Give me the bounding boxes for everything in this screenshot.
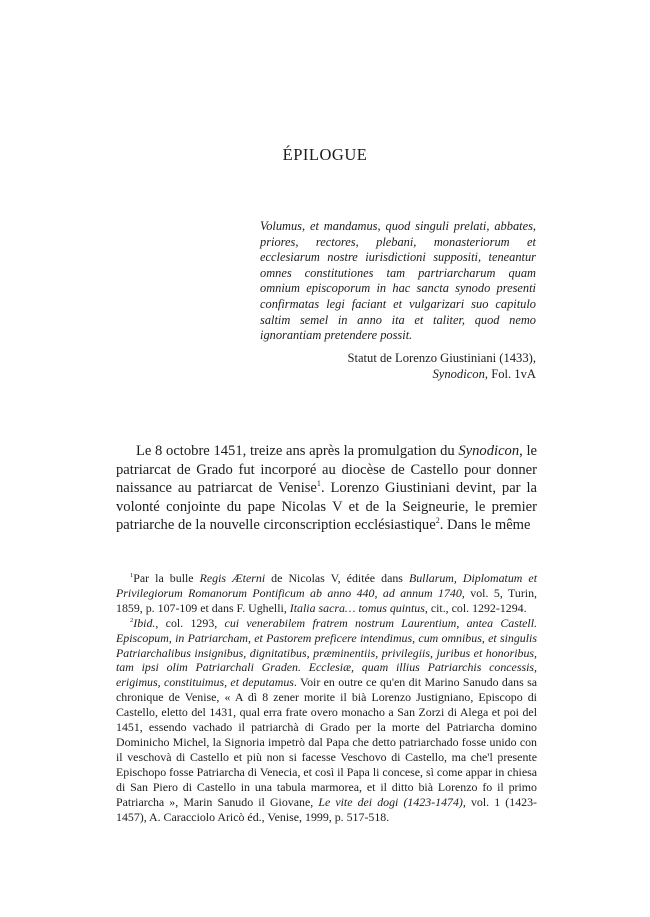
- body-paragraph: [116, 442, 537, 535]
- attribution-source-line: [260, 366, 536, 382]
- footnote-text: , cit., col. 1292-1294.: [424, 600, 527, 615]
- footnote-italic: Le vite dei dogi (1423-1474): [318, 794, 463, 809]
- attribution-folio: , Fol. 1vA: [484, 367, 536, 381]
- body-text-run: Le 8 octobre 1451, treize ans après la promulgation du: [136, 443, 459, 459]
- footnote-text: , vol. 1 (1423-1457), A. Caracciolo Aricò éd., Venise, 1999, p. 517-518.: [116, 794, 537, 824]
- body-text-run: . Dans le même: [439, 517, 531, 534]
- footnote-italic: Ibid.: [133, 615, 156, 630]
- epigraph-quote: Volumus, et mandamus, quod singuli prelati, abbates, priores, rectores, plebani, monasteriorum et ecclesiarum nostre iurisdictioni suppositi, teneantur omnes constitutiones tam partriarcharum quam omnium episcoporum in hac sancta synodo presenti confirmatas legi faciant et vulgarizari suo capitulo saltim semel in anno ita et taliter, quod nemo ignorantiam pretendere possit.: [260, 219, 536, 343]
- footnotes: [116, 571, 537, 824]
- footnote-ref-1[interactable]: 1: [316, 479, 321, 489]
- page-title: ÉPILOGUE: [282, 145, 368, 164]
- epigraph-attribution: [260, 350, 536, 382]
- attribution-author: Statut de Lorenzo Giustiniani (1433),: [347, 351, 536, 365]
- footnote-italic: Bullarum, Diplomatum et Privilegiorum Romanorum Pontificum ab anno 440, ad annum 1740: [116, 571, 537, 600]
- synodicon-title: Synodicon: [458, 443, 520, 459]
- footnote-text: , vol. 5, Turin, 1859, p. 107-109 et dans F. Ughelli,: [116, 585, 538, 615]
- body-text-run: , le patriarcat de Grado fut incorporé au diocèse de Castello pour donner naissance au patriarcat de Venise: [116, 443, 537, 497]
- footnote-1: [116, 571, 537, 616]
- footnote-number: 2: [130, 616, 134, 624]
- footnote-2: [116, 616, 537, 825]
- footnote-text: de Nicolas V, éditée dans: [265, 571, 409, 585]
- footnote-italic: Regis Æterni: [199, 571, 266, 585]
- body-text: [116, 442, 537, 535]
- footnote-text: Par la bulle: [133, 571, 200, 585]
- attribution-source-title: Synodicon: [432, 367, 485, 381]
- footnote-italic: cui venerabilem fratrem nostrum Laurentium, antea Castell. Episcopum, in Patriarcham, et Pastorem preficere intendimus, cum omnibus, et singulis Patriarchalibus insignibus, dignitatibus, præminentiis, privilegiis, juribus et honoribus, tam ipsi olim Patriarchali Graden. Ecclesiæ, quam illius Patriarchis concessis, erigimus, constituimus, et deputamus: [116, 615, 537, 690]
- footnote-ref-2[interactable]: 2: [435, 516, 440, 526]
- footnote-italic: Italia sacra… tomus quintus: [289, 600, 425, 615]
- footnote-text: , col. 1293,: [155, 615, 225, 630]
- footnote-number: 1: [130, 572, 134, 580]
- body-text-run: . Lorenzo Giustiniani devint, par la volonté conjointe du pape Nicolas V et de la Seigneurie, le premier patriarche de la nouvelle circonscription ecclésiastique: [116, 480, 537, 534]
- footnote-text: . Voir en outre ce qu'en dit Marino Sanudo dans sa chronique de Venise, « A dì 8 zener morite il bià Lorenzo Justigniano, Episcopo di Castello, eletto del 1431, qual erra frate overo monacho a San Zorzi di Alega et poi del 1451, essendo vachado il patriarchà di Grado per la morte del Patriarcha domino Dominicho Michel, la Signoria impetrò dal Papa che detto patriarchado fosse unido con il veschovà di Castello et più non si facesse Veschovo di Castello, ma che'l presente Epischopo fosse Patriarcha di Venecia, et così il Papa li concese, sì come appar in chiesa di San Piero di Castello in una tabula marmorea, et il ditto bià Lorenzo fo il primo Patriarcha », Marin Sanudo il Giovane,: [116, 675, 537, 809]
